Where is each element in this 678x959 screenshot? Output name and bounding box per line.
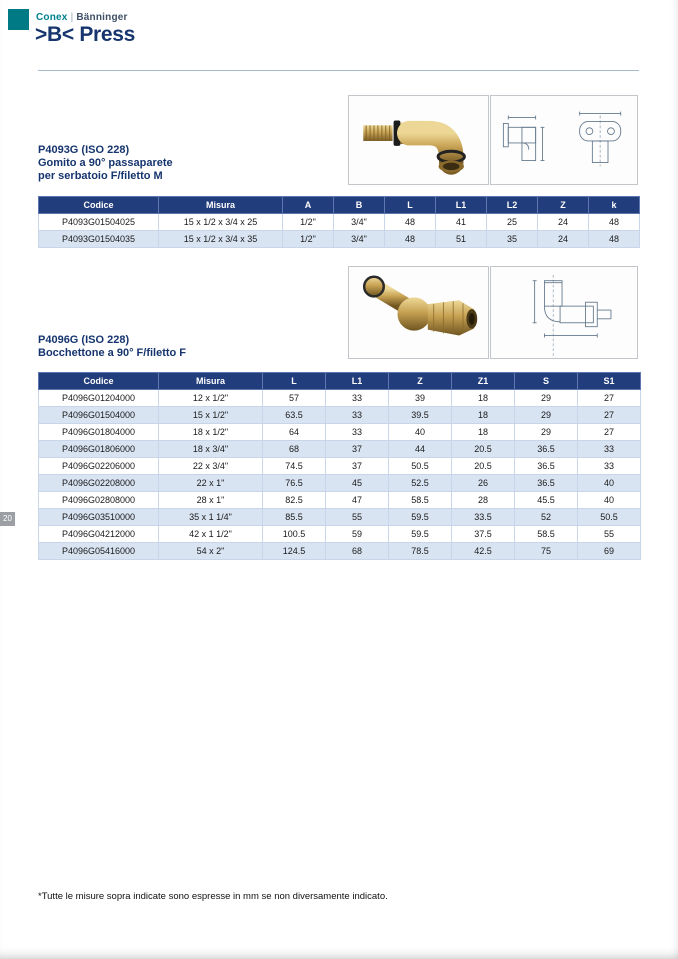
cell-codice: P4096G01504000 [39,407,159,424]
table-cell: 57 [263,390,326,407]
column-header: S1 [578,373,641,390]
table-cell: 68 [326,543,389,560]
column-header: Z [538,197,589,214]
table-cell: 51 [436,231,487,248]
cell-codice: P4093G01504035 [39,231,159,248]
brand-conex-text: Conex [36,12,68,23]
table-cell: 1/2" [283,231,334,248]
table-cell: 24 [538,214,589,231]
table-cell: 74.5 [263,458,326,475]
spec-table-p4093g [38,196,640,248]
table-cell: 42.5 [452,543,515,560]
column-header: Misura [159,197,283,214]
column-header: L [385,197,436,214]
cell-codice: P4096G02808000 [39,492,159,509]
column-header: Z [389,373,452,390]
table-row [39,424,641,441]
table-cell: 12 x 1/2" [159,390,263,407]
column-header: L2 [487,197,538,214]
header-divider [38,70,639,71]
table-row [39,231,640,248]
product-line-title: >B< Press [35,23,136,46]
table-cell: 39.5 [389,407,452,424]
table-cell: 59 [326,526,389,543]
table-row [39,458,641,475]
table-header-row [39,373,641,390]
table-cell: 48 [385,231,436,248]
product-photo-p4096g [348,266,489,359]
table-cell: 33.5 [452,509,515,526]
cell-codice: P4096G01804000 [39,424,159,441]
spec-table-p4096g [38,372,641,560]
table-cell: 42 x 1 1/2" [159,526,263,543]
table-cell: 24 [538,231,589,248]
table-cell: 37 [326,458,389,475]
table-cell: 15 x 1/2 x 3/4 x 35 [159,231,283,248]
table-cell: 78.5 [389,543,452,560]
dimension-drawing-icon [491,267,637,358]
table-cell: 59.5 [389,526,452,543]
table-cell: 50.5 [578,509,641,526]
column-header: Codice [39,197,159,214]
table-cell: 54 x 2" [159,543,263,560]
table-cell: 35 x 1 1/4" [159,509,263,526]
section-code: P4093G (ISO 228) [38,144,130,156]
table-cell: 48 [589,231,640,248]
table-cell: 52.5 [389,475,452,492]
table-cell: 55 [578,526,641,543]
table-cell: 45.5 [515,492,578,509]
brass-fitting-photo-icon [349,96,488,184]
section-subtitle-line1: Gomito a 90° passaparete [38,157,173,169]
table-cell: 63.5 [263,407,326,424]
table-row [39,492,641,509]
table-cell: 29 [515,424,578,441]
table-cell: 76.5 [263,475,326,492]
table-cell: 29 [515,390,578,407]
table-cell: 100.5 [263,526,326,543]
table-row [39,214,640,231]
table-cell: 40 [578,475,641,492]
table-cell: 1/2" [283,214,334,231]
table-cell: 18 [452,424,515,441]
section-title-p4096g [38,334,186,360]
cell-codice: P4096G03510000 [39,509,159,526]
table-cell: 68 [263,441,326,458]
footnote-text: *Tutte le misure sopra indicate sono espresse in mm se non diversamente indicato. [38,891,388,902]
cell-codice: P4093G01504025 [39,214,159,231]
table-cell: 28 x 1" [159,492,263,509]
column-header: L1 [326,373,389,390]
table-cell: 33 [578,441,641,458]
cell-codice: P4096G01806000 [39,441,159,458]
table-cell: 36.5 [515,475,578,492]
table-cell: 55 [326,509,389,526]
table-cell: 33 [326,424,389,441]
table-row [39,526,641,543]
table-cell: 85.5 [263,509,326,526]
brand-logo-square [8,9,29,30]
table-cell: 20.5 [452,441,515,458]
table-header-row [39,197,640,214]
table-cell: 3/4" [334,231,385,248]
table-row [39,475,641,492]
table-cell: 59.5 [389,509,452,526]
technical-drawing-p4093g [490,95,638,185]
table-cell: 25 [487,214,538,231]
table-cell: 36.5 [515,458,578,475]
column-header: L [263,373,326,390]
column-header: L1 [436,197,487,214]
table-cell: 124.5 [263,543,326,560]
table-cell: 15 x 1/2" [159,407,263,424]
technical-drawing-p4096g [490,266,638,359]
table-cell: 40 [389,424,452,441]
table-cell: 22 x 1" [159,475,263,492]
section-code: P4096G (ISO 228) [38,334,130,346]
table-cell: 47 [326,492,389,509]
table-cell: 18 [452,390,515,407]
section-subtitle-line2: per serbatoio F/filetto M [38,170,163,182]
brand-separator: | [70,12,74,23]
table-cell: 33 [326,390,389,407]
table-cell: 35 [487,231,538,248]
table-cell: 45 [326,475,389,492]
table-cell: 37 [326,441,389,458]
page-number-tab: 20 [0,512,15,526]
table-cell: 27 [578,390,641,407]
column-header: Codice [39,373,159,390]
table-cell: 64 [263,424,326,441]
table-row [39,407,641,424]
section-title-p4093g [38,144,173,183]
brass-fitting-photo-icon [349,267,488,358]
cell-codice: P4096G05416000 [39,543,159,560]
brand-logo [36,12,128,23]
table-cell: 40 [578,492,641,509]
cell-codice: P4096G02206000 [39,458,159,475]
table-cell: 36.5 [515,441,578,458]
table-cell: 48 [589,214,640,231]
table-cell: 33 [578,458,641,475]
table-cell: 27 [578,407,641,424]
table-cell: 22 x 3/4" [159,458,263,475]
table-cell: 39 [389,390,452,407]
section-subtitle-line1: Bocchettone a 90° F/filetto F [38,347,187,359]
table-cell: 52 [515,509,578,526]
table-cell: 82.5 [263,492,326,509]
table-cell: 27 [578,424,641,441]
column-header: B [334,197,385,214]
cell-codice: P4096G01204000 [39,390,159,407]
table-cell: 28 [452,492,515,509]
cell-codice: P4096G04212000 [39,526,159,543]
table-cell: 15 x 1/2 x 3/4 x 25 [159,214,283,231]
table-cell: 3/4" [334,214,385,231]
table-cell: 44 [389,441,452,458]
table-row [39,390,641,407]
column-header: k [589,197,640,214]
table-cell: 50.5 [389,458,452,475]
cell-codice: P4096G02208000 [39,475,159,492]
product-photo-p4093g [348,95,489,185]
table-row [39,509,641,526]
table-cell: 29 [515,407,578,424]
table-cell: 26 [452,475,515,492]
table-cell: 18 x 3/4" [159,441,263,458]
column-header: Z1 [452,373,515,390]
table-cell: 18 x 1/2" [159,424,263,441]
table-cell: 18 [452,407,515,424]
dimension-drawing-icon [491,96,637,184]
column-header: A [283,197,334,214]
column-header: S [515,373,578,390]
table-cell: 58.5 [515,526,578,543]
table-cell: 69 [578,543,641,560]
table-row [39,441,641,458]
table-row [39,543,641,560]
table-cell: 48 [385,214,436,231]
table-cell: 33 [326,407,389,424]
table-cell: 37.5 [452,526,515,543]
table-cell: 20.5 [452,458,515,475]
table-cell: 75 [515,543,578,560]
table-cell: 58.5 [389,492,452,509]
brand-banninger-text: Bänninger [76,12,128,23]
column-header: Misura [159,373,263,390]
table-cell: 41 [436,214,487,231]
